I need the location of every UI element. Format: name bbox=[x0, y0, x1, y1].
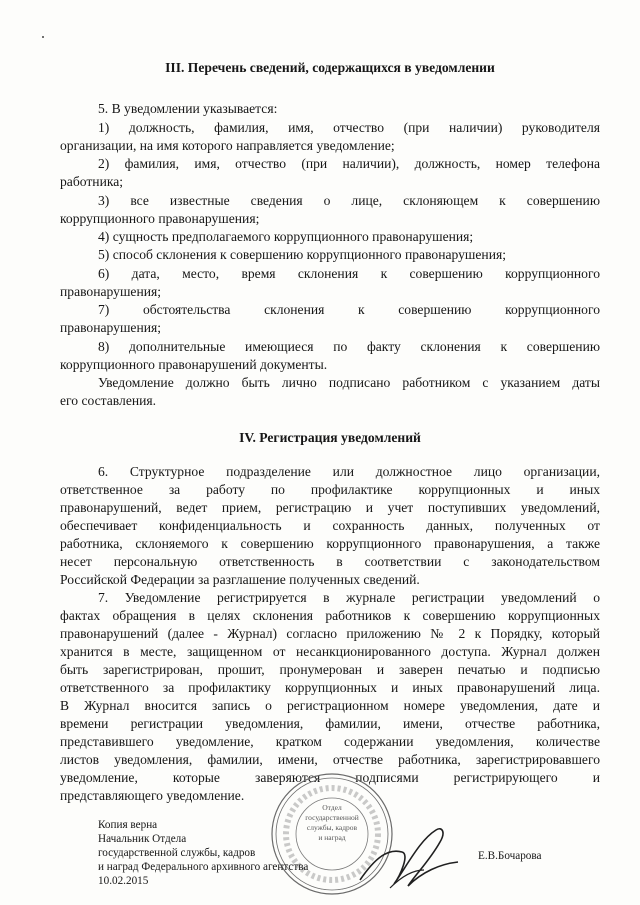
s4-line-3: обеспечивает конфиденциальность и сохранность данных, полученных от bbox=[60, 518, 600, 533]
stamp-line-0: Отдел bbox=[322, 803, 342, 812]
s3-line-2: организации, на имя которого направляется уведомление; bbox=[60, 138, 395, 153]
footer-date: 10.02.2015 bbox=[98, 875, 149, 887]
s3-line-7: 4) сущность предполагаемого коррупционного правонарушения; bbox=[98, 229, 474, 244]
handwritten-signature bbox=[350, 818, 470, 898]
stamp-line-2: службы, кадров bbox=[306, 823, 358, 832]
s3-line-14: коррупционного правонарушений документы. bbox=[60, 357, 328, 372]
s3-line-8: 5) способ склонения к совершению коррупционного правонарушения; bbox=[98, 247, 506, 262]
section-3-heading: III. Перечень сведений, содержащихся в уведомлении bbox=[165, 60, 495, 75]
s3-line-13: 8) дополнительные имеющиеся по факту склонения к совершению bbox=[98, 339, 600, 354]
signer-name: Е.В.Бочарова bbox=[478, 850, 542, 862]
s3-line-15: Уведомление должно быть лично подписано работником с указанием даты bbox=[98, 375, 600, 390]
s4-line-15: представившего уведомление, кратком содержании уведомления, количестве bbox=[60, 734, 600, 749]
s4-line-2: правонарушений, ведет прием, регистрацию и учет поступивших уведомлений, bbox=[60, 500, 600, 515]
s3-line-5: 3) все известные сведения о лице, склоняющем к совершению bbox=[98, 193, 600, 208]
s3-line-1: 1) должность, фамилия, имя, отчество (при наличии) руководителя bbox=[98, 120, 600, 135]
s4-line-17: уведомление, которые заверяются подписями регистрирующего и bbox=[60, 770, 600, 785]
s4-line-14: времени регистрации уведомления, фамилии, имени, отчестве работника, bbox=[60, 716, 600, 731]
s3-line-3: 2) фамилия, имя, отчество (при наличии), должность, номер телефона bbox=[98, 156, 600, 171]
footer-line-0: Копия верна bbox=[98, 819, 158, 831]
s4-line-7: 7. Уведомление регистрируется в журнале регистрации уведомлений о bbox=[98, 590, 600, 605]
footer-line-1: Начальник Отдела bbox=[98, 833, 187, 845]
s4-line-5: несет персональную ответственность в соответствии с законодательством bbox=[60, 554, 600, 569]
s4-line-4: работника, склоняемого к совершению коррупционного правонарушения, а также bbox=[60, 536, 600, 551]
s4-line-0: 6. Структурное подразделение или должностное лицо организации, bbox=[98, 464, 600, 479]
s4-line-18: представляющего уведомление. bbox=[60, 788, 245, 803]
s3-line-9: 6) дата, место, время склонения к совершению коррупционного bbox=[98, 266, 600, 281]
footer-line-3: и наград Федерального архивного агентства bbox=[98, 861, 309, 873]
s3-line-0: 5. В уведомлении указывается: bbox=[98, 101, 278, 116]
s4-line-13: В Журнал вносится запись о регистрационном номере уведомления, дате и bbox=[60, 698, 600, 713]
s4-line-8: фактах обращения в целях склонения работников к совершению коррупционных bbox=[60, 608, 600, 623]
section-4-heading: IV. Регистрация уведомлений bbox=[239, 430, 421, 445]
s4-line-9: правонарушений (далее - Журнал) согласно приложению № 2 к Порядку, который bbox=[60, 626, 600, 641]
s4-line-6: Российской Федерации за разглашение полученных сведений. bbox=[60, 572, 420, 587]
s3-line-4: работника; bbox=[60, 174, 124, 189]
footer-line-2: государственной службы, кадров bbox=[98, 847, 256, 859]
s3-line-10: правонарушения; bbox=[60, 284, 162, 299]
s3-line-12: правонарушения; bbox=[60, 320, 162, 335]
s4-line-10: хранится в месте, защищенном от несанкционированного доступа. Журнал должен bbox=[60, 644, 600, 659]
scan-speck bbox=[42, 36, 44, 38]
stamp-line-1: государственной bbox=[305, 813, 359, 822]
stamp-line-3: и наград bbox=[318, 833, 346, 842]
s4-line-11: быть зарегистрирован, прошит, пронумерован и заверен печатью и подписью bbox=[60, 662, 600, 677]
s3-line-6: коррупционного правонарушения; bbox=[60, 211, 260, 226]
s3-line-16: его составления. bbox=[60, 393, 157, 408]
s3-line-11: 7) обстоятельства склонения к совершению коррупционного bbox=[98, 302, 600, 317]
s4-line-16: листов уведомления, фамилии, имени, отчестве работника, зарегистрировавшего bbox=[60, 752, 600, 767]
s4-line-1: ответственное за работу по профилактике коррупционных и иных bbox=[60, 482, 600, 497]
s4-line-12: ответственного за профилактику коррупционных и иных правонарушений лица. bbox=[60, 680, 600, 695]
